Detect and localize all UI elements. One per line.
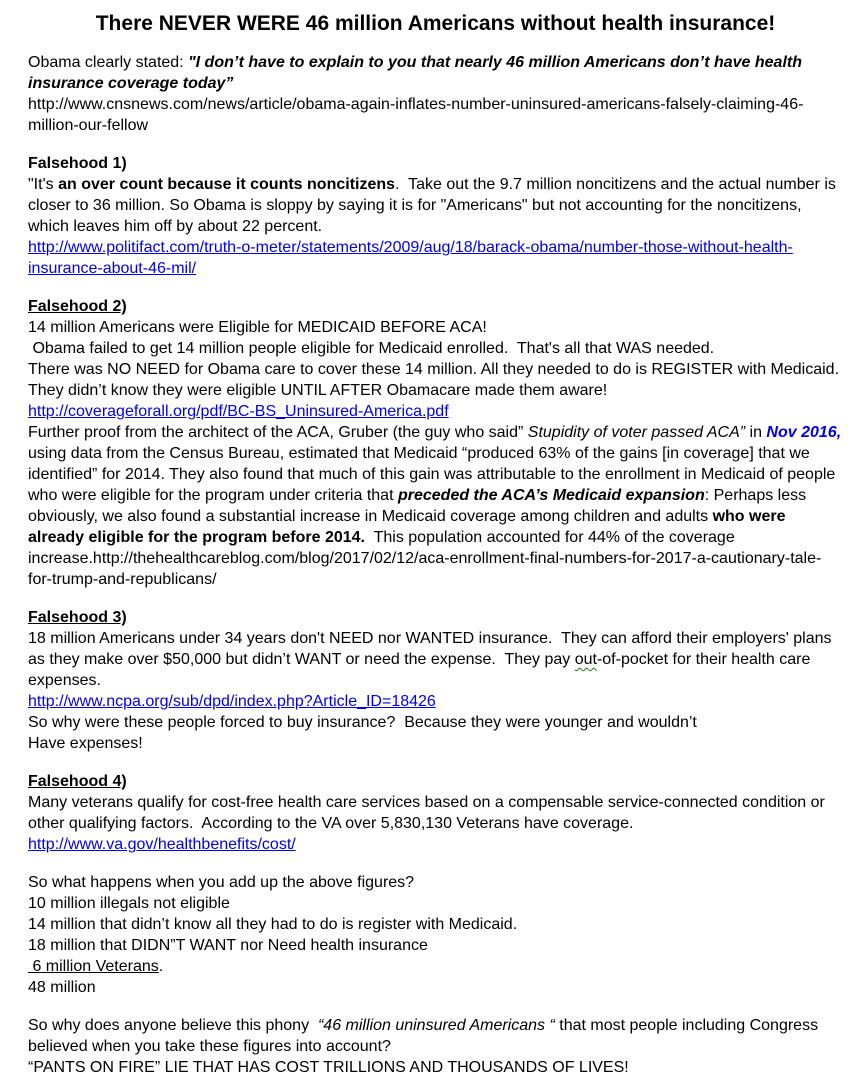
page-title: There NEVER WERE 46 million Americans without health insurance! <box>95 12 776 35</box>
text-run: who were already eligible for the program before 2014. <box>28 508 790 546</box>
tally-total: 48 million <box>28 979 96 996</box>
text-run: Obama clearly stated: <box>28 54 189 71</box>
text-run: Obama failed to get 14 million people eligible for Medicaid enrolled. That's all that WAS needed. <box>28 340 715 357</box>
tally-line-medicaid: 14 million that didn’t know all they had to do is register with Medicaid. <box>28 916 518 933</box>
text-run: There was NO NEED for Obama care to cover these 14 million. All they needed to do is REGISTER with Medicaid. They didn’t know they were eligible UNTIL AFTER Obamacare made them aware! <box>28 361 848 399</box>
conclusion-section <box>28 1015 843 1078</box>
falsehood-3-section <box>28 607 843 754</box>
gruber-quote: Stupidity of voter passed ACA” <box>527 424 746 441</box>
falsehood-4-section <box>28 771 843 855</box>
falsehood-2-heading: Falsehood 2) <box>28 298 127 315</box>
cnsnews-url-text: http://www.cnsnews.com/news/article/obama-again-inflates-number-uninsured-americans-falsely-claiming-46-million-our-fellow <box>28 96 804 134</box>
text-run: . Take out the 9.7 million noncitizens and the actual number is closer to 36 million. So Obama is sloppy by saying it is for "Americans" but not accounting for the noncitizens, which leaves him off by about 22 percent. <box>28 176 841 235</box>
va-link[interactable]: http://www.va.gov/healthbenefits/cost/ <box>28 836 296 853</box>
ncpa-link[interactable]: http://www.ncpa.org/sub/dpd/index.php?Article_ID=18426 <box>28 693 436 710</box>
pants-on-fire-line: “PANTS ON FIRE” LIE THAT HAS COST TRILLIONS AND THOUSANDS OF LIVES! <box>28 1059 629 1076</box>
text-run: : Perhaps less obviously, we also found a substantial increase in Medicaid coverage among children and adults <box>28 487 811 525</box>
falsehood-2-section <box>28 296 848 590</box>
text-run: an over count because it counts noncitizens <box>58 176 396 193</box>
text-run: "It's <box>28 176 59 193</box>
phony-quote: “46 million uninsured Americans “ <box>317 1017 555 1034</box>
intro-paragraph <box>28 52 843 136</box>
tally-line-illegals: 10 million illegals not eligible <box>28 895 230 912</box>
text-run: -of-pocket for their health care expenses. <box>28 651 815 689</box>
text-run: using data from the Census Bureau, estimated that Medicaid “produced 63% of the gains [in coverage] that we identified” for 2014. They also found that much of this gain was attributable to the enrollment in Medicaid of people who were eligible for the program under criteria that <box>28 424 846 504</box>
falsehood-3-heading: Falsehood 3) <box>28 609 127 626</box>
tally-line-unwanted: 18 million that DIDN”T WANT nor Need health insurance <box>28 937 428 954</box>
spellcheck-squiggle-word: out <box>574 651 597 668</box>
falsehood-4-heading: Falsehood 4) <box>28 773 127 790</box>
healthcareblog-url-text: This population accounted for 44% of the coverage increase.http://thehealthcareblog.com/blog/2017/02/12/aca-enrollment-final-numbers-for-2017-a-cautionary-tale-for-trump-and-republicans/ <box>28 529 822 588</box>
document-title <box>28 10 843 37</box>
summary-tally-section <box>28 872 843 998</box>
text-run: So why does anyone believe this phony <box>28 1017 318 1034</box>
text-run: 14 million Americans were Eligible for MEDICAID BEFORE ACA! <box>28 319 487 336</box>
text-run: . <box>158 958 164 975</box>
text-run: Many veterans qualify for cost-free health care services based on a compensable service-connected condition or other qualifying factors. According to the VA over 5,830,130 Veterans have coverage. <box>28 794 830 832</box>
coverageforall-link[interactable]: http://coverageforall.org/pdf/BC-BS_Uninsured-America.pdf <box>28 403 449 420</box>
text-run: in <box>745 424 767 441</box>
text-run: Have expenses! <box>28 735 143 752</box>
text-run: So why were these people forced to buy insurance? Because they were younger and wouldn’t <box>28 714 697 731</box>
politifact-link[interactable]: http://www.politifact.com/truth-o-meter/statements/2009/aug/18/barack-obama/number-those-without-health-insurance-about-46-mil/ <box>28 239 793 277</box>
text-run: 18 million Americans under 34 years don't NEED nor WANTED insurance. They can afford their employers' plans as they make over $50,000 but didn’t WANT or need the expense. They pay <box>28 630 836 668</box>
text-run: preceded the ACA’s Medicaid expansion <box>397 487 705 504</box>
falsehood-1-heading: Falsehood 1) <box>28 155 127 172</box>
falsehood-1-section <box>28 153 843 279</box>
tally-line-veterans: 6 million Veterans <box>28 958 159 975</box>
nov-2016-highlight: Nov 2016, <box>766 424 842 441</box>
text-run: Further proof from the architect of the ACA, Gruber (the guy who said” <box>28 424 528 441</box>
text-run: that most people including Congress believed when you take these figures into account? <box>28 1017 823 1055</box>
obama-quote: "I don’t have to explain to you that nearly 46 million Americans don’t have health insurance coverage today” <box>28 54 807 92</box>
text-run: So what happens when you add up the above figures? <box>28 874 415 891</box>
